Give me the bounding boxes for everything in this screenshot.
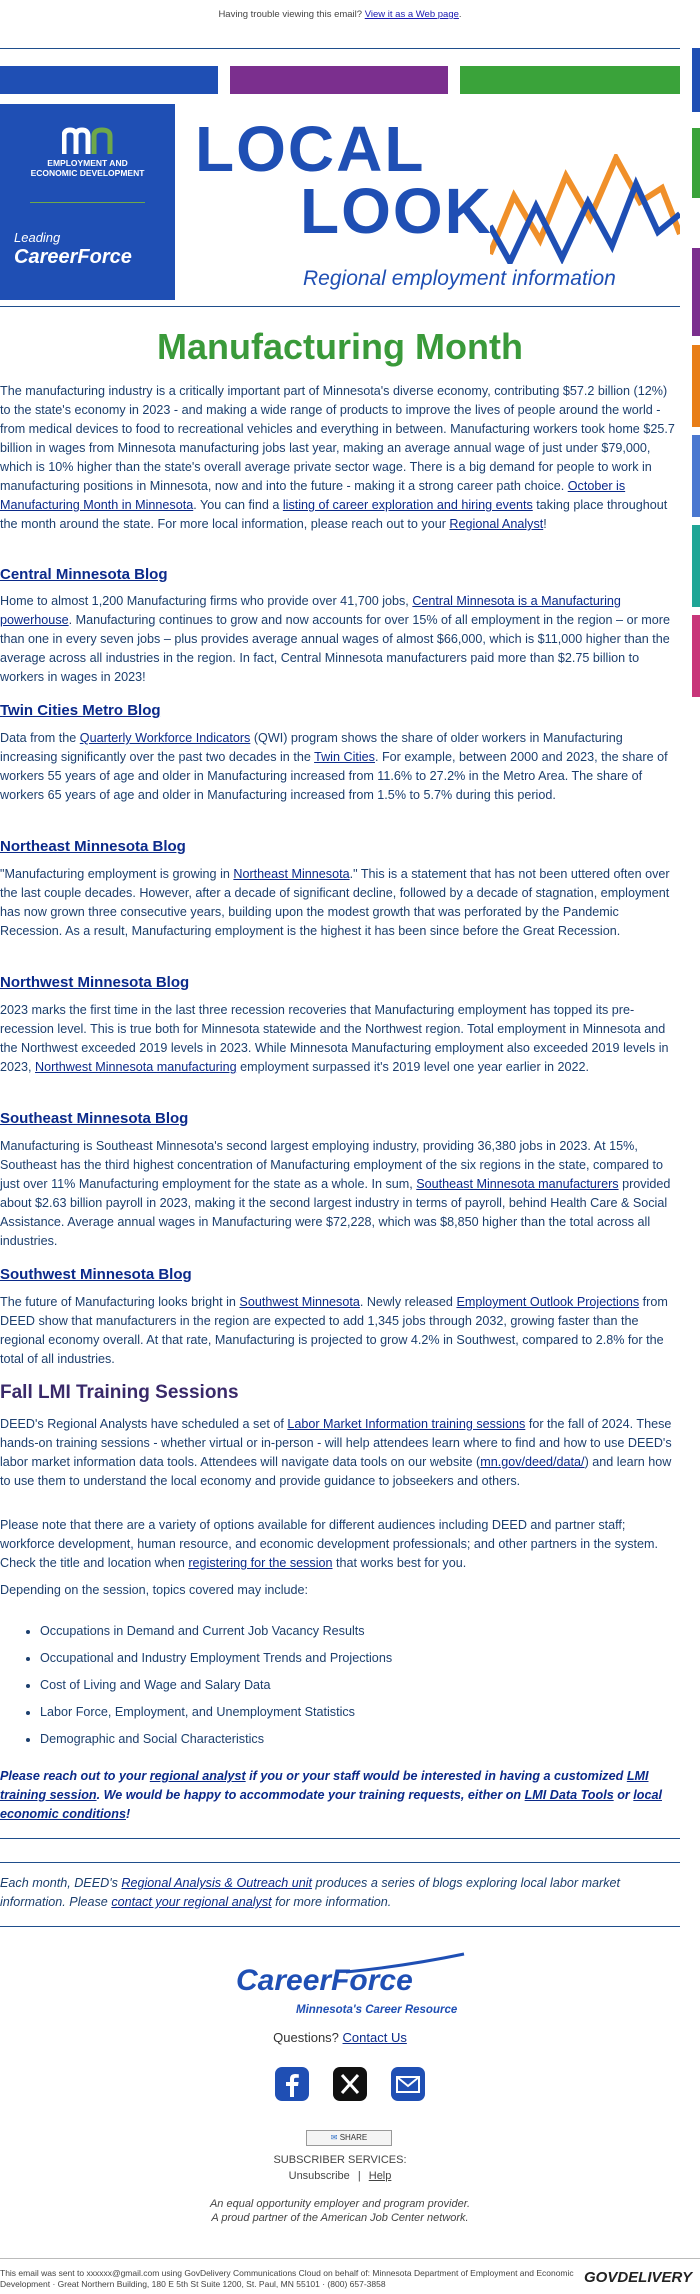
northwest-blog-heading[interactable]: Northwest Minnesota Blog [0,974,190,991]
southeast-blog-paragraph: Manufacturing is Southeast Minnesota's second largest employing industry, providing 36,380 jobs in 2023. At 15%, Southeast has the third highest concentration of Manufacturing employment of the six regions in the state, compared to just over 11% Manufacturing employment for the state as a whole. In sum, Southeast Minnesota manufacturers provided about $2.63 billion payroll in 2023, making it the second largest industry in terms of payroll, behind Health Care & Social Assistance. Average annual wages in Manufacturing were $72,228, which was $8,850 higher than the total across all industries. [0,1139,671,1248]
side-strip-green [692,128,700,198]
questions-line [0,2030,680,2045]
subscriber-services-label: SUBSCRIBER SERVICES: [273,2154,407,2166]
monthly-divider-top [0,1838,680,1839]
northeast-blog-heading[interactable]: Northeast Minnesota Blog [0,838,186,855]
footer-careerforce-text: CareerForce [236,1964,413,1997]
list-item: • Cost of Living and Wage and Salary Data [40,1676,392,1703]
side-strip-lightblue [692,435,700,517]
facebook-button[interactable] [274,2066,310,2102]
regional-analyst-link[interactable]: Regional Analyst [449,517,544,531]
subscriber-links [0,2170,680,2182]
ajc-partner-text: A proud partner of the American Job Center network. [211,2212,469,2224]
preheader-text: Having trouble viewing this email? [218,9,363,20]
cta-lmi-training-link[interactable]: LMI training session [0,1769,649,1802]
unsubscribe-link[interactable]: Unsubscribe [288,2170,350,2182]
list-item: • Occupations in Demand and Current Job Vacancy Results [40,1622,392,1649]
legal-footer-text: This email was sent to xxxxxx@gmail.com using GovDelivery Communications Cloud on behalf of: Minnesota Department of Employment and Economic Development · Great Northern Building, 180 E 5th St Suite 1200, St. Paul, MN 55101 · (800) 657-3858 [0,2268,574,2289]
monthly-blurb: Each month, DEED's Regional Analysis & Outreach unit produces a series of blogs exploring local labor market information. Please contact your regional analyst for more information. [0,1876,621,1909]
local-word: LOCAL [195,113,426,185]
lmi-training-sessions-link[interactable]: Labor Market Information training sessions [287,1417,526,1431]
share-label: SHARE [339,2133,368,2142]
facebook-icon [274,2066,310,2102]
agency-line-1: EMPLOYMENT AND [47,158,128,168]
purple-color-bar [230,66,448,94]
northwest-manufacturing-link[interactable]: Northwest Minnesota manufacturing [35,1060,237,1074]
central-blog-heading[interactable]: Central Minnesota Blog [0,566,168,583]
questions-text: Questions? [273,2030,339,2045]
career-events-link[interactable]: listing of career exploration and hiring events [282,498,533,512]
training-heading: Fall LMI Training Sessions [0,1382,239,1403]
look-word: LOOK [300,175,493,247]
local-look-logo [195,113,493,247]
northwest-blog-paragraph: 2023 marks the first time in the last three recession recoveries that Manufacturing employment has topped its pre-recession level. This is true both for Minnesota statewide and the Northwest region. Total employment in Minnesota and the Northwest exceeded 2019 levels in 2023. While Minnesota Manufacturing employment also exceeded 2019 levels in 2023, Northwest Minnesota manufacturing employment surpassed it's 2019 level one year earlier in 2022. [0,1003,669,1074]
equal-opportunity-text: An equal opportunity employer and program provider. [209,2198,471,2210]
green-color-bar [460,66,680,94]
careerforce-logo-text: CareerForce [14,246,132,268]
list-item: • Occupational and Industry Employment Trends and Projections [40,1649,392,1676]
twin-cities-blog-heading[interactable]: Twin Cities Metro Blog [0,702,161,719]
training-paragraph-3: Depending on the session, topics covered may include: [0,1583,309,1597]
view-web-page-link[interactable]: View it as a Web page [364,9,459,20]
southwest-minnesota-link[interactable]: Southwest Minnesota [239,1295,360,1309]
page-title: Manufacturing Month [157,326,523,367]
agency-line-2: ECONOMIC DEVELOPMENT [30,168,145,178]
southeast-manufacturers-link[interactable]: Southeast Minnesota manufacturers [416,1177,619,1191]
help-link[interactable]: Help [368,2170,392,2182]
x-twitter-button[interactable] [332,2066,368,2102]
leading-text: Leading [14,230,61,245]
northeast-minnesota-link[interactable]: Northeast Minnesota [233,867,350,881]
contact-us-link[interactable]: Contact Us [342,2030,407,2045]
email-icon [390,2066,426,2102]
x-twitter-icon [332,2066,368,2102]
header-subtitle: Regional employment information [303,267,616,290]
southwest-blog-paragraph: The future of Manufacturing looks bright in Southwest Minnesota. Newly released Employment Outlook Projections from DEED show that manufacturers in the region are expected to add 1,345 jobs through 2032, growing faster than the regional economy overall. At that rate, Manufacturing is projected to grow 4.2% in Southwest, compared to 2.8% for the total of all industries. [0,1295,668,1366]
side-strip-blue [692,48,700,112]
newsletter-header [0,104,680,304]
trend-chart-icon [490,154,680,264]
header-divider [0,306,680,307]
employment-outlook-link[interactable]: Employment Outlook Projections [456,1295,640,1309]
preheader-period: . [458,9,462,20]
deed-logo [0,104,175,300]
manufacturing-month-link[interactable]: October is Manufacturing Month in Minnesota [0,479,626,512]
cta-local-economic-link[interactable]: local economic conditions [0,1788,662,1821]
twin-cities-blog-paragraph: Data from the Quarterly Workforce Indicators (QWI) program shows the share of older workers in Manufacturing increasing significantly over the past two decades in the Twin Cities. For example, between 2000 and 2023, the share of workers 55 years of age and older in Manufacturing increased from 11.6% to 27.2% in the Metro Area. The share of workers 65 years of age and older in Manufacturing increased from 1.5% to 5.7% during this period. [0,731,668,802]
legal-divider [0,2258,700,2259]
southwest-blog-heading[interactable]: Southwest Minnesota Blog [0,1266,192,1283]
topics-list [18,1622,392,1757]
training-cta: Please reach out to your regional analyst if you or your staff would be interested in having a customized LMI training session. We would be happy to accommodate your training requests, either on LMI Data Tools or local economic conditions! [0,1769,662,1821]
cta-lmi-data-tools-link[interactable]: LMI Data Tools [524,1788,614,1802]
training-paragraph-1: DEED's Regional Analysts have scheduled a set of Labor Market Information training sessions for the fall of 2024. These hands-on training sessions - whether virtual or in-person - will help attendees learn where to find and how to use DEED's labor market information data tools. Attendees will navigate data tools on our website (mn.gov/deed/data/) and learn how to use them to understand the local economy and provide guidance to jobseekers and others. [0,1417,672,1488]
qwi-link[interactable]: Quarterly Workforce Indicators [79,731,251,745]
side-strip-orange [692,345,700,427]
southeast-blog-heading[interactable]: Southeast Minnesota Blog [0,1110,189,1127]
email-share-button[interactable] [390,2066,426,2102]
side-strip-purple [692,248,700,336]
deed-data-link[interactable]: mn.gov/deed/data/ [480,1455,585,1469]
list-item: • Demographic and Social Characteristics [40,1730,392,1757]
central-powerhouse-link[interactable]: Central Minnesota is a Manufacturing powerhouse [0,594,621,627]
training-paragraph-2: Please note that there are a variety of options available for different audiences including DEED and partner staff; workforce development, human resource, and economic development professionals; and other partners in the system. Check the title and location when registering for the session that works best for you. [0,1518,659,1570]
registering-link[interactable]: registering for the session [188,1556,333,1570]
blue-color-bar [0,66,218,94]
monthly-divider-2 [0,1862,680,1863]
northeast-blog-paragraph: "Manufacturing employment is growing in Northeast Minnesota." This is a statement that has not been uttered often over the last couple decades. However, after a decade of significant decline, followed by a decade of stagnation, employment has now grown three consecutive years, building upon the modest growth that was perforated by the Pandemic Recession. As a result, Manufacturing employment is the highest it has been since before the Great Recession. [0,867,670,938]
side-strip-pink [692,615,700,697]
cta-regional-analyst-link[interactable]: regional analyst [149,1769,246,1783]
logo-divider [30,202,145,203]
share-button[interactable] [306,2130,392,2146]
careerforce-footer-logo [236,1952,476,2022]
top-divider [0,48,680,49]
regional-analysis-unit-link[interactable]: Regional Analysis & Outreach unit [121,1876,313,1890]
govdelivery-logo: GOVDELIVERY [584,2269,693,2286]
contact-analyst-link[interactable]: contact your regional analyst [111,1895,272,1909]
side-strip-teal [692,525,700,607]
share-icon: ✉ [330,2133,338,2142]
footer-tagline: Minnesota's Career Resource [296,2004,458,2016]
intro-paragraph: The manufacturing industry is a critically important part of Minnesota's diverse economy, contributing $57.2 billion (12%) to the state's economy in 2023 - and making a wide range of products to improve the lives of people around the world - from medical devices to food to recreational vehicles and everything in between. Manufacturing workers took home $25.7 billion in wages from Minnesota manufacturing jobs last year, making an average annual wage of just under $79,000, which is 10% higher than the state's overall average private sector wage. There is a big demand for people to work in manufacturing positions in Minnesota, now and into the future - making it a strong career path choice. October is Manufacturing Month in Minnesota. You can find a listing of career exploration and hiring events taking place throughout the month around the state. For more local information, please reach out to your Regional Analyst! [0,384,675,531]
central-blog-paragraph: Home to almost 1,200 Manufacturing firms who provide over 41,700 jobs, Central Minnesota is a Manufacturing powerhouse. Manufacturing continues to grow and now accounts for over 15% of all employment in the region – or more than one in every seven jobs – plus provides average annual wages of almost $66,000, which is $11,000 higher than the average across all industries in the region. In fact, Central Minnesota manufacturers paid more than $2.75 billion to workers in wages in 2023! [0,594,670,684]
link-separator: | [357,2170,361,2182]
preheader [0,9,680,20]
mn-logo-icon [62,126,116,156]
agency-name [0,158,175,178]
twin-cities-link[interactable]: Twin Cities [314,750,375,764]
list-item: • Labor Force, Employment, and Unemployment Statistics [40,1703,392,1730]
footer-divider [0,1926,680,1927]
